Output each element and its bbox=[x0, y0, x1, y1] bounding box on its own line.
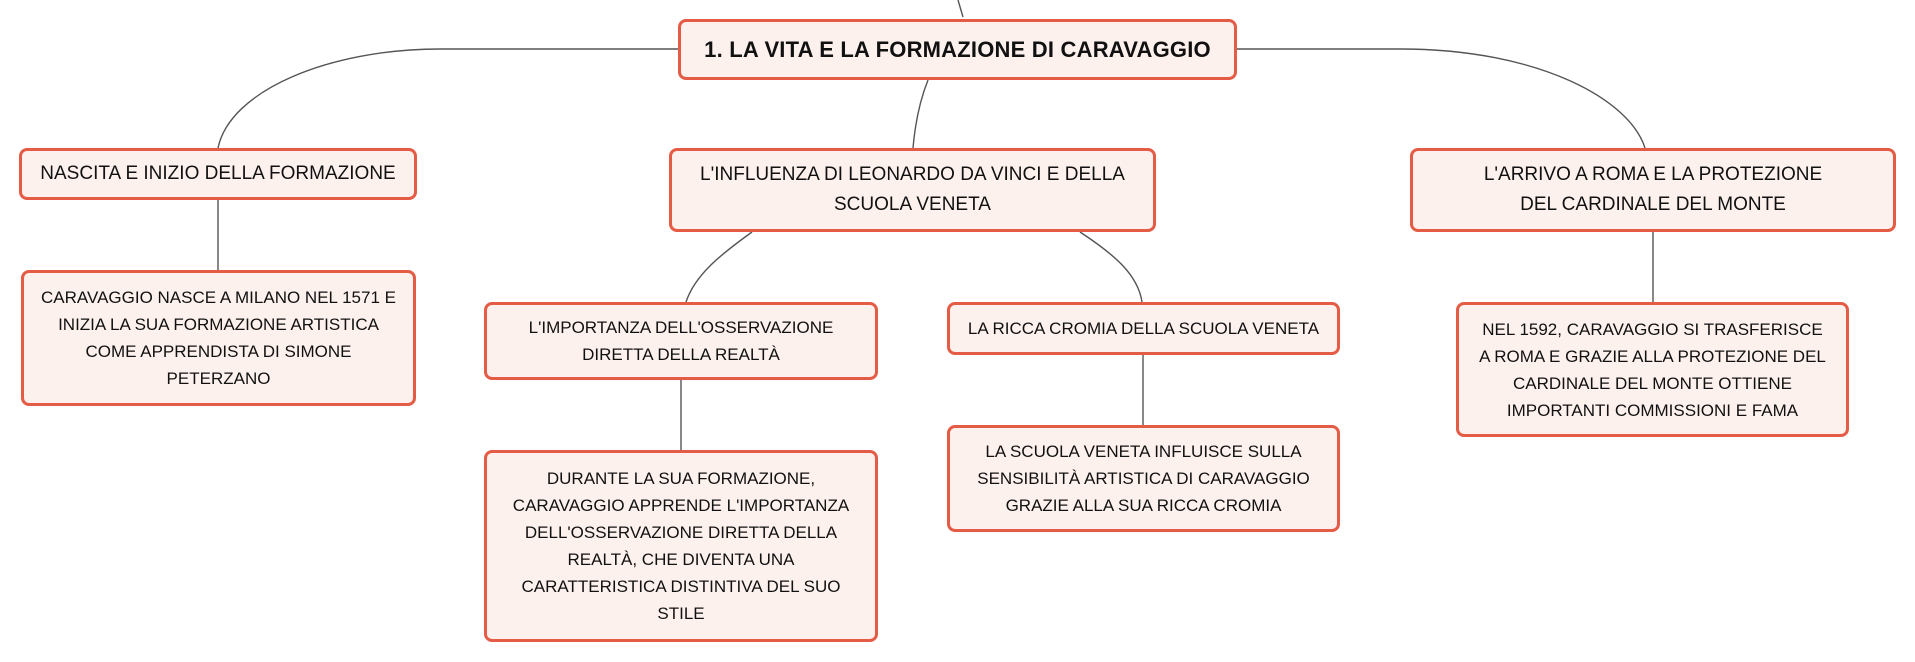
connector-root-roma bbox=[1237, 49, 1645, 148]
subtopic-cromia-label: LA RICCA CROMIA DELLA SCUOLA VENETA bbox=[967, 319, 1320, 338]
branch-influenza[interactable] bbox=[669, 148, 1156, 232]
branch-nascita[interactable] bbox=[19, 148, 417, 200]
connector-influenza-osservazione bbox=[686, 232, 752, 302]
connector-root-influenza bbox=[913, 80, 928, 148]
detail-cromia[interactable] bbox=[947, 425, 1340, 532]
subtopic-osservazione-label: L'IMPORTANZA DELL'OSSERVAZIONE DIRETTA DELLA REALTÀ bbox=[528, 318, 834, 364]
connector-influenza-cromia bbox=[1080, 232, 1142, 302]
connector-parent-link bbox=[958, 0, 963, 17]
connector-root-nascita bbox=[218, 49, 678, 148]
detail-roma-text: NEL 1592, CARAVAGGIO SI TRASFERISCE A ROMA E GRAZIE ALLA PROTEZIONE DEL CARDINALE DEL MONTE OTTIENE IMPORTANTI COMMISSIONI E FAMA bbox=[1479, 319, 1826, 420]
detail-nascita[interactable] bbox=[21, 270, 416, 406]
root-topic[interactable] bbox=[678, 19, 1237, 80]
branch-influenza-label: L'INFLUENZA DI LEONARDO DA VINCI E DELLA SCUOLA VENETA bbox=[700, 164, 1125, 215]
subtopic-cromia[interactable] bbox=[947, 302, 1340, 355]
detail-osservazione-text: DURANTE LA SUA FORMAZIONE, CARAVAGGIO APPRENDE L'IMPORTANZA DELL'OSSERVAZIONE DIRETTA DELLA REALTÀ, CHE DIVENTA UNA CARATTERISTICA DISTINTIVA DEL SUO STILE bbox=[512, 469, 850, 623]
detail-roma[interactable] bbox=[1456, 302, 1849, 437]
subtopic-osservazione[interactable] bbox=[484, 302, 878, 380]
branch-roma-label: L'ARRIVO A ROMA E LA PROTEZIONE DEL CARDINALE DEL MONTE bbox=[1483, 164, 1823, 215]
detail-osservazione[interactable] bbox=[484, 450, 878, 642]
branch-roma[interactable] bbox=[1410, 148, 1896, 232]
root-topic-label: 1. LA VITA E LA FORMAZIONE DI CARAVAGGIO bbox=[704, 36, 1211, 62]
branch-nascita-label: NASCITA E INIZIO DELLA FORMAZIONE bbox=[40, 163, 396, 184]
detail-nascita-text: CARAVAGGIO NASCE A MILANO NEL 1571 E INIZIA LA SUA FORMAZIONE ARTISTICA COME APPRENDISTA DI SIMONE PETERZANO bbox=[41, 288, 396, 388]
detail-cromia-text: LA SCUOLA VENETA INFLUISCE SULLA SENSIBILITÀ ARTISTICA DI CARAVAGGIO GRAZIE ALLA SUA RICCA CROMIA bbox=[977, 442, 1310, 515]
